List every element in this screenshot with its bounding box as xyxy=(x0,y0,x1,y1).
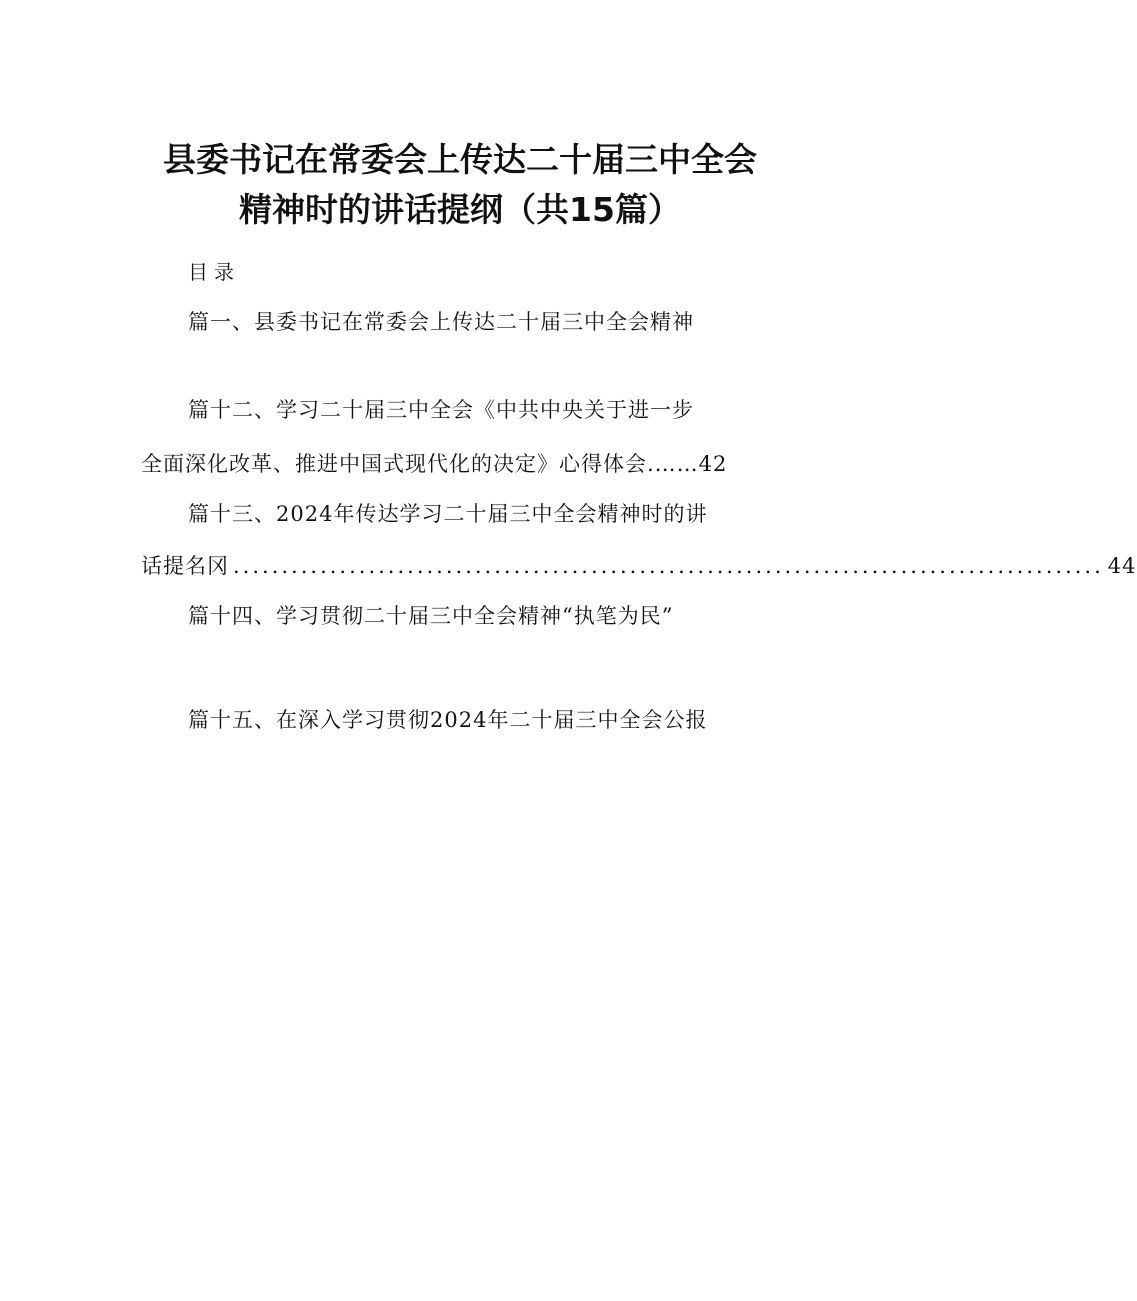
toc-dot-leader: .......................................................................................... xyxy=(233,554,1104,578)
toc-heading: 目录 xyxy=(188,260,240,284)
toc-entry-1: 篇一、县委书记在常委会上传达二十届三中全会精神 xyxy=(188,310,694,334)
document-title-line-1: 县委书记在常委会上传达二十届三中全会 xyxy=(163,140,757,179)
toc-entry-12-line-1: 篇十二、学习二十届三中全会《中共中央关于进一步 xyxy=(188,398,694,422)
toc-entry-13-page: 44 xyxy=(1107,554,1137,578)
toc-entry-14: 篇十四、学习贯彻二十届三中全会精神“执笔为民” xyxy=(188,604,674,628)
toc-entry-13-line-1: 篇十三、2024年传达学习二十届三中全会精神时的讲 xyxy=(188,502,708,526)
toc-entry-13-line-2 xyxy=(141,550,1137,580)
toc-entry-13-text: 话提名冈 xyxy=(141,554,229,578)
document-title-line-2: 精神时的讲话提纲（共15篇） xyxy=(239,190,681,229)
toc-entry-15: 篇十五、在深入学习贯彻2024年二十届三中全会公报 xyxy=(188,708,708,732)
toc-entry-12-line-2: 全面深化改革、推进中国式现代化的决定》心得体会.……42 xyxy=(141,452,728,476)
